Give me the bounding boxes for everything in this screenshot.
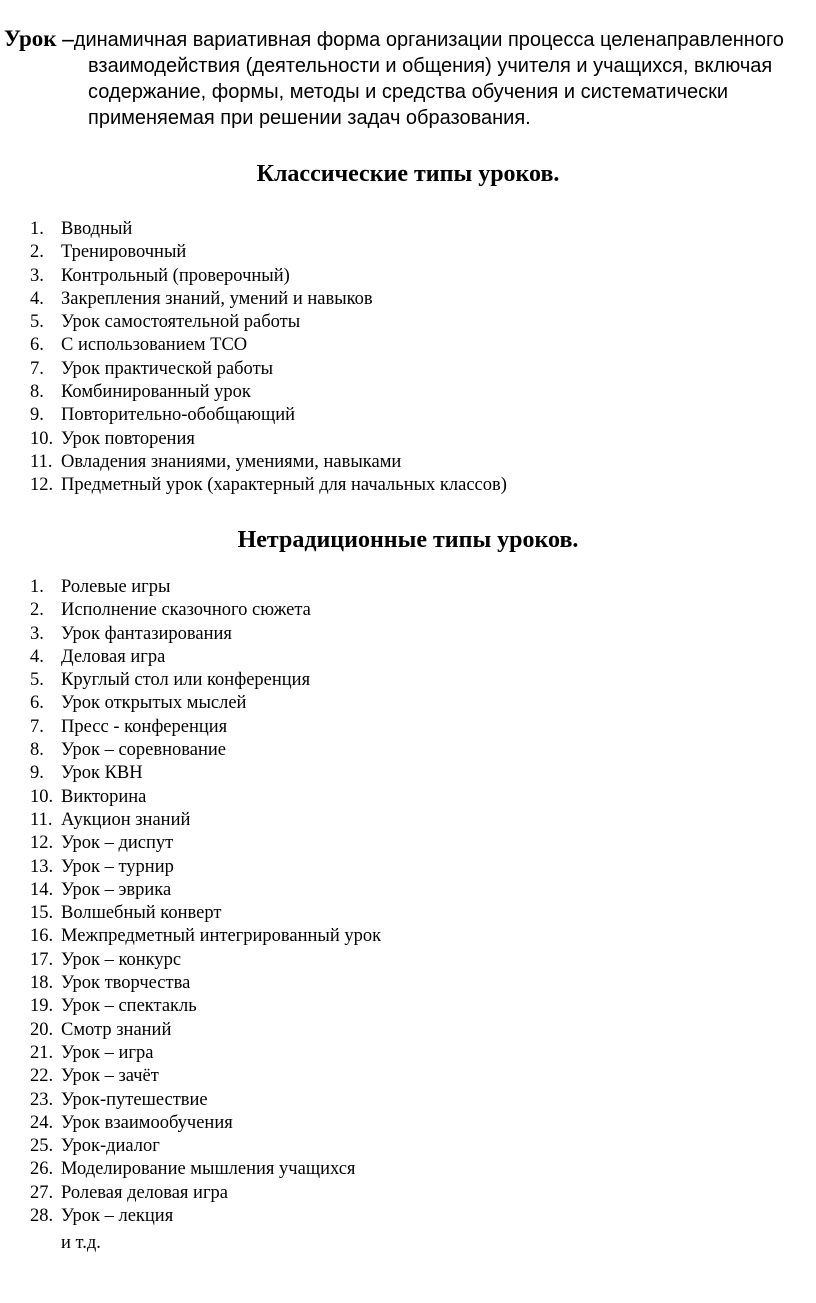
- list-item: [30, 716, 381, 739]
- list-item-text: Урок взаимообучения: [61, 1112, 233, 1133]
- list-item-text: Урок повторения: [61, 428, 195, 449]
- list-item: [30, 428, 507, 451]
- list-item-number: 4.: [30, 288, 44, 309]
- definition-first-line: [4, 26, 810, 53]
- list-item-text: Смотр знаний: [61, 1019, 172, 1040]
- list-item: [30, 762, 381, 785]
- list-item-number: 11.: [30, 451, 53, 472]
- list-item-number: 6.: [30, 693, 44, 714]
- list-item-text: Урок – турнир: [61, 856, 174, 877]
- list-item-text: Урок – игра: [61, 1042, 154, 1063]
- list-item-number: 16.: [30, 926, 54, 947]
- list-item-number: 6.: [30, 335, 44, 356]
- list-item-number: 28.: [30, 1206, 54, 1227]
- list-item-number: 15.: [30, 903, 54, 924]
- list-item-number: 7.: [30, 358, 44, 379]
- list-item-number: 4.: [30, 646, 44, 667]
- list-item: [30, 902, 381, 925]
- list-item-number: 18.: [30, 973, 54, 994]
- list-item: [30, 995, 381, 1018]
- list-item-text: Комбинированный урок: [61, 382, 251, 403]
- list-item-text: Урок творчества: [61, 973, 191, 994]
- list-item: [30, 599, 381, 622]
- list-item: [30, 832, 381, 855]
- list-item-text: Урок-диалог: [61, 1136, 160, 1157]
- list-item-number: 17.: [30, 949, 54, 970]
- list-item-text: Предметный урок (характерный для начальных классов): [61, 475, 507, 496]
- list-item: [30, 669, 381, 692]
- list-item: [30, 809, 381, 832]
- list-item-number: 3.: [30, 623, 44, 644]
- list-item-number: 5.: [30, 312, 44, 333]
- list-item-text: Урок открытых мыслей: [61, 693, 247, 714]
- list-item: [30, 334, 507, 357]
- list-item: [30, 1205, 381, 1228]
- list-item-text: Тренировочный: [61, 242, 187, 263]
- list-item: [30, 692, 381, 715]
- list-item: [30, 1019, 381, 1042]
- definition-text-line: применяемая при решении задач образования.: [88, 107, 531, 129]
- list-item-text: Урок – конкурс: [61, 949, 182, 970]
- list-item-text: Ролевые игры: [61, 577, 171, 597]
- list-item-text: Урок – соревнование: [61, 740, 226, 761]
- list-item-number: 11.: [30, 809, 53, 830]
- list-item: [30, 265, 507, 288]
- list-item-text: Пресс - конференция: [61, 716, 228, 737]
- list-item-text: Урок самостоятельной работы: [61, 312, 301, 333]
- list-item-text: Урок – спектакль: [61, 996, 197, 1017]
- classic-types-list: [30, 218, 507, 498]
- definition-term: Урок –: [4, 26, 74, 51]
- list-item-number: 13.: [30, 856, 54, 877]
- list-item-text: Урок практической работы: [61, 358, 274, 379]
- list-item-number: 2.: [30, 242, 44, 263]
- list-item-number: 12.: [30, 475, 54, 496]
- list-item-number: 19.: [30, 996, 54, 1017]
- list-item-text: Исполнение сказочного сюжета: [61, 600, 311, 621]
- list-item-text: Повторительно-обобщающий: [61, 405, 296, 426]
- list-item: [30, 218, 507, 241]
- list-item-number: 1.: [30, 219, 44, 239]
- list-item: [30, 1112, 381, 1135]
- list-item-text: Урок КВН: [61, 763, 143, 784]
- classic-types-heading: Классические типы уроков.: [256, 161, 560, 187]
- list-item-text: Аукцион знаний: [61, 809, 191, 830]
- list-item-text: Урок – диспут: [61, 833, 174, 854]
- list-item-text: С использованием ТСО: [61, 335, 248, 356]
- list-item-number: 8.: [30, 382, 44, 403]
- list-item-number: 20.: [30, 1019, 54, 1040]
- list-item: [30, 925, 381, 948]
- list-item-number: 23.: [30, 1089, 54, 1110]
- list-trailer: и т.д.: [61, 1233, 101, 1253]
- list-item: [30, 1065, 381, 1088]
- list-item: [30, 1042, 381, 1065]
- list-item: [30, 786, 381, 809]
- list-item: [30, 241, 507, 264]
- list-item-text: Урок фантазирования: [61, 623, 232, 644]
- list-item: [30, 404, 507, 427]
- list-item-number: 5.: [30, 670, 44, 691]
- list-item: [30, 451, 507, 474]
- list-item-text: Межпредметный интегрированный урок: [61, 926, 382, 947]
- list-item-number: 9.: [30, 405, 44, 426]
- list-item-number: 2.: [30, 600, 44, 621]
- list-item-text: Контрольный (проверочный): [61, 265, 290, 286]
- definition-text-line: взаимодействия (деятельности и общения) учителя и учащихся, включая: [88, 55, 773, 77]
- nontraditional-types-heading: Нетрадиционные типы уроков.: [237, 527, 579, 553]
- list-item-number: 9.: [30, 763, 44, 784]
- list-item: [30, 949, 381, 972]
- list-item: [30, 358, 507, 381]
- list-item: [30, 1182, 381, 1205]
- definition-text-line: динамичная вариативная форма организации процесса целенаправленного: [73, 29, 784, 51]
- list-item-number: 27.: [30, 1182, 54, 1203]
- list-item-number: 10.: [30, 786, 54, 807]
- list-item-text: Урок – лекция: [61, 1206, 174, 1227]
- list-item-number: 21.: [30, 1042, 54, 1063]
- list-item-text: Урок – зачёт: [61, 1066, 159, 1087]
- list-item-text: Урок-путешествие: [61, 1089, 208, 1110]
- list-item: [30, 646, 381, 669]
- list-item-number: 25.: [30, 1136, 54, 1157]
- list-item: [30, 856, 381, 879]
- list-item: [30, 972, 381, 995]
- list-item-number: 8.: [30, 740, 44, 761]
- list-item-text: Закрепления знаний, умений и навыков: [61, 288, 373, 309]
- list-item: [30, 879, 381, 902]
- list-item-number: 14.: [30, 879, 54, 900]
- list-item-number: 22.: [30, 1066, 54, 1087]
- list-item: [30, 474, 507, 497]
- list-item-text: Круглый стол или конференция: [61, 670, 311, 691]
- list-item-text: Овладения знаниями, умениями, навыками: [61, 451, 402, 472]
- list-item-text: Вводный: [61, 219, 133, 239]
- list-item-number: 3.: [30, 265, 44, 286]
- list-item: [30, 1089, 381, 1112]
- list-item-text: Волшебный конверт: [61, 903, 222, 924]
- list-item-text: Ролевая деловая игра: [61, 1182, 229, 1203]
- list-item-number: 26.: [30, 1159, 54, 1180]
- list-item-text: Деловая игра: [61, 646, 166, 667]
- definition-text-line: содержание, формы, методы и средства обучения и систематически: [88, 81, 729, 103]
- list-item: [30, 576, 381, 599]
- list-item: [30, 381, 507, 404]
- list-item-number: 10.: [30, 428, 54, 449]
- list-item-number: 12.: [30, 833, 54, 854]
- list-item: [30, 288, 507, 311]
- list-item-text: Урок – эврика: [61, 879, 172, 900]
- list-item: [30, 739, 381, 762]
- list-item-number: 24.: [30, 1112, 54, 1133]
- list-item-text: Викторина: [61, 786, 147, 807]
- list-item: [30, 623, 381, 646]
- list-item-text: Моделирование мышления учащихся: [61, 1159, 356, 1180]
- list-item: [30, 1158, 381, 1181]
- lesson-definition: [4, 26, 810, 131]
- nontraditional-types-list: [30, 576, 381, 1228]
- list-item-number: 1.: [30, 577, 44, 597]
- list-item: [30, 1135, 381, 1158]
- list-item: [30, 311, 507, 334]
- list-item-number: 7.: [30, 716, 44, 737]
